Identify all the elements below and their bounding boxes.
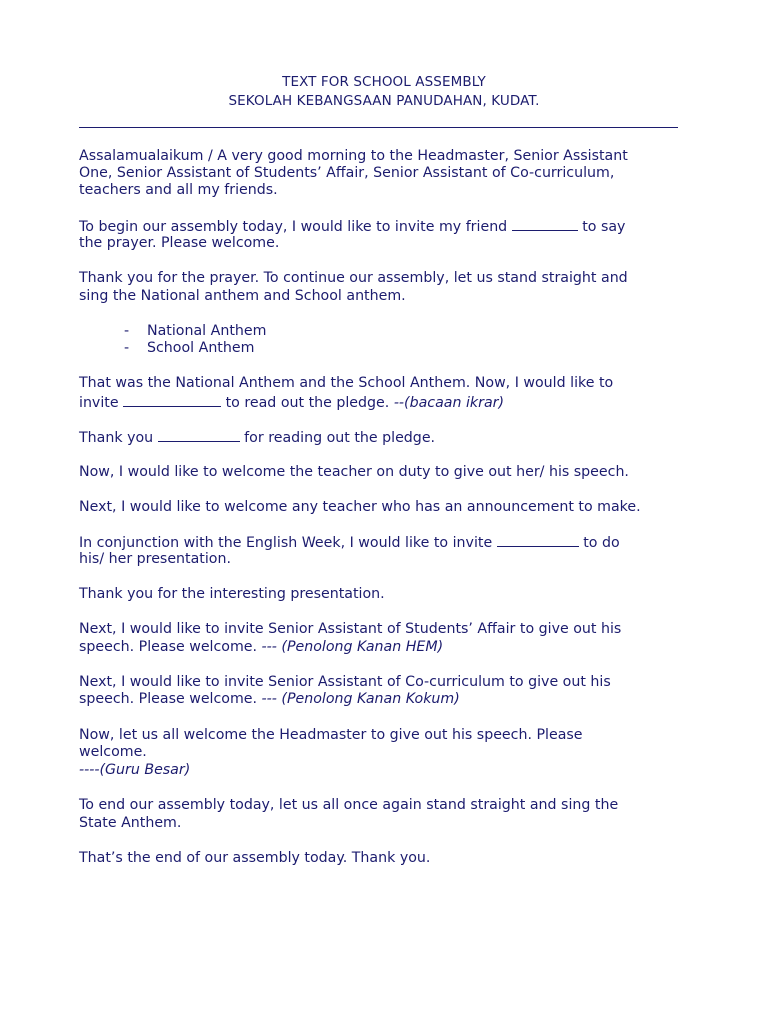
school-name: SEKOLAH KEBANGSAAN PANUDAHAN, KUDAT. <box>228 93 540 109</box>
list-bullet: - <box>124 340 130 356</box>
teacher-duty-line: Now, I would like to welcome the teacher on duty to give out her/ his speech. <box>79 464 629 480</box>
anthem-line-2: sing the National anthem and School anthem. <box>79 288 406 304</box>
hem-line-2 <box>79 639 443 656</box>
prayer-text-a: To begin our assembly today, I would like to invite my friend <box>79 219 508 235</box>
kokum-text: speech. Please welcome. <box>79 691 258 707</box>
closing-line-2: State Anthem. <box>79 815 182 831</box>
greeting-line-1: Assalamualaikum / A very good morning to the Headmaster, Senior Assistant <box>79 148 628 164</box>
blank-field <box>123 394 221 407</box>
english-week-line-2: his/ her presentation. <box>79 551 231 567</box>
final-line: That’s the end of our assembly today. Thank you. <box>79 850 431 866</box>
blank-field <box>158 429 240 442</box>
blank-field <box>497 534 579 547</box>
pledge-text-a: invite <box>79 395 119 411</box>
header-divider <box>79 127 678 128</box>
interesting-presentation-line: Thank you for the interesting presentation. <box>79 586 385 602</box>
hem-line-1: Next, I would like to invite Senior Assistant of Students’ Affair to give out his <box>79 621 622 637</box>
kokum-note: --- (Penolong Kanan Kokum) <box>261 691 460 707</box>
greeting-line-3: teachers and all my friends. <box>79 182 278 198</box>
blank-field <box>512 218 578 231</box>
headmaster-note: ----(Guru Besar) <box>79 762 191 778</box>
hem-text: speech. Please welcome. <box>79 639 258 655</box>
prayer-text-b: to say <box>582 219 626 235</box>
greeting-line-2: One, Senior Assistant of Students’ Affair, Senior Assistant of Co-curriculum, <box>79 165 615 181</box>
prayer-line-1 <box>79 218 625 236</box>
announcement-line: Next, I would like to welcome any teacher who has an announcement to make. <box>79 499 641 515</box>
english-week-line-1 <box>79 534 620 552</box>
hem-note: --- (Penolong Kanan HEM) <box>261 639 444 655</box>
list-item-school-anthem: School Anthem <box>147 340 255 356</box>
anthem-line-1: Thank you for the prayer. To continue our assembly, let us stand straight and <box>79 270 628 286</box>
list-bullet: - <box>124 323 130 339</box>
english-text-b: to do <box>583 535 620 551</box>
headmaster-line-2: welcome. <box>79 744 147 760</box>
pledge-note: --(bacaan ikrar) <box>393 395 505 411</box>
english-text-a: In conjunction with the English Week, I would like to invite <box>79 535 493 551</box>
kokum-line-2 <box>79 691 460 708</box>
document-title: TEXT FOR SCHOOL ASSEMBLY <box>282 74 486 90</box>
pledge-text-b: to read out the pledge. <box>225 395 390 411</box>
thanks-pledge-line <box>79 429 435 447</box>
headmaster-line-1: Now, let us all welcome the Headmaster to give out his speech. Please <box>79 727 583 743</box>
closing-line-1: To end our assembly today, let us all once again stand straight and sing the <box>79 797 619 813</box>
prayer-line-2: the prayer. Please welcome. <box>79 235 280 251</box>
kokum-line-1: Next, I would like to invite Senior Assistant of Co-curriculum to give out his <box>79 674 611 690</box>
pledge-line-2 <box>79 394 504 412</box>
thanks-text-a: Thank you <box>79 430 154 446</box>
pledge-line-1: That was the National Anthem and the School Anthem. Now, I would like to <box>79 375 614 391</box>
list-item-national-anthem: National Anthem <box>147 323 267 339</box>
thanks-text-b: for reading out the pledge. <box>244 430 436 446</box>
